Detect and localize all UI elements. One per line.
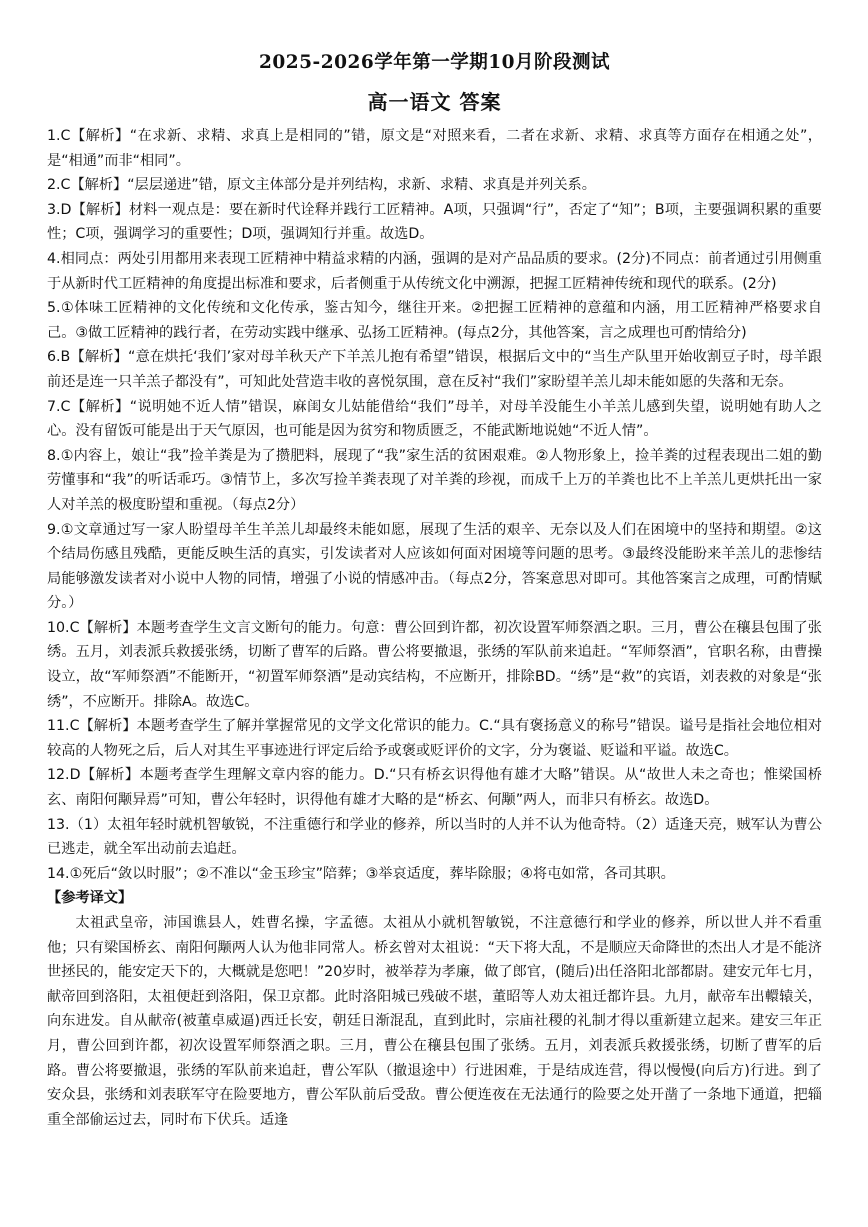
answer-13: 13.（1）太祖年轻时就机智敏锐，不注重德行和学业的修养，所以当时的人并不认为他奇特。（2）适逢天亮，贼军认为曹公已逃走，就全军出动前去追赶。 bbox=[47, 816, 822, 858]
answer-7: 7.C【解析】“说明她不近人情”错误，麻闺女儿姑能借给“我们”母羊，对母羊没能生小羊羔儿感到失望，说明她有助人之心。没有留饭可能是出于天气原因，也可能是因为贫穷和物质匮乏，不能武断地说她“不近人情”。 bbox=[47, 398, 822, 440]
translation-body: 太祖武皇帝，沛国谯县人，姓曹名操，字孟德。太祖从小就机智敏锐，不注意德行和学业的修养，所以世人并不看重他；只有梁国桥玄、南阳何颙两人认为他非同常人。桥玄曾对太祖说：“天下将大乱，不是顺应天命降世的杰出人才是不能济世拯民的，能安定天下的，大概就是您吧！”20岁时，被举荐为孝廉，做了郎官，(随后)出任洛阳北部都尉。建安元年七月，献帝回到洛阳，太祖便赶到洛阳，保卫京都。此时洛阳城已残破不堪，董昭等人劝太祖迁都许县。九月，献帝车出轘辕关，向东进发。自从献帝(被董卓威逼)西迁长安，朝廷日渐混乱，直到此时，宗庙社稷的礼制才得以重新建立起来。建安三年正月，曹公回到许都，初次设置军师祭酒之职。三月，曹公在穰县包围了张绣。五月，刘表派兵救援张绣，切断了曹军的后路。曹公将要撤退，张绣的军队前来追赶，曹公军队（撤退途中）行进困难，于是结成连营，得以慢慢(向后方)行进。到了安众县，张绣和刘表联军守在险要地方，曹公军队前后受敌。曹公便连夜在无法通行的险要之处开凿了一条地下通道，把辎重全部偷运过去，同时布下伏兵。适逢 bbox=[47, 915, 822, 1128]
answer-11: 11.C【解析】本题考查学生了解并掌握常见的文学文化常识的能力。C.“具有褒扬意义的称号”错误。谥号是指社会地位相对较高的人物死之后，后人对其生平事迹进行评定后给予或褒或贬评价的文字，分为褒谥、贬谥和平谥。故选C。 bbox=[47, 718, 822, 759]
answer-1: 1.C【解析】“在求新、求精、求真上是相同的”错，原文是“对照来看，二者在求新、求精、求真等方面存在相通之处”，是“相通”而非“相同”。 bbox=[47, 128, 822, 169]
answer-5: 5.①体味工匠精神的文化传统和文化传承，鉴古知今，继往开来。②把握工匠精神的意蕴和内涵，用工匠精神严格要求自己。③做工匠精神的践行者，在劳动实践中继承、弘扬工匠精神。(每点2分，其他答案，言之成理也可酌情给分) bbox=[47, 300, 822, 341]
answer-6: 6.B【解析】“意在烘托‘我们’家对母羊秋天产下羊羔儿抱有希望”错误，根据后文中的“当生产队里开始收割豆子时，母羊跟前还是连一只羊羔子都没有”，可知此处营造丰收的喜悦氛围，意在反衬“我们”家盼望羊羔儿却未能如愿的失落和无奈。 bbox=[47, 349, 822, 390]
page-title: 2025-2026学年第一学期10月阶段测试 bbox=[259, 52, 610, 73]
page-subtitle: 高一语文 答案 bbox=[367, 90, 502, 114]
answer-8: 8.①内容上，娘让“我”捡羊粪是为了攒肥料，展现了“我”家生活的贫困艰难。②人物形象上，捡羊粪的过程表现出二姐的勤劳懂事和“我”的听话乖巧。③情节上，多次写捡羊粪表现了对羊粪的珍视，而成千上万的羊粪也比不上羊羔儿更烘托出一家人对羊羔的极度盼望和重视。（每点2分） bbox=[47, 447, 822, 513]
answer-4: 4.相同点：两处引用都用来表现工匠精神中精益求精的内涵，强调的是对产品品质的要求。(2分)不同点：前者通过引用侧重于从新时代工匠精神的角度提出标准和要求，后者侧重于从传统文化中溯源，把握工匠精神传统和现代的联系。(2分) bbox=[47, 250, 822, 292]
answer-12: 12.D【解析】本题考查学生理解文章内容的能力。D.“只有桥玄识得他有雄才大略”错误。从“故世人未之奇也；惟梁国桥玄、南阳何颙异焉”可知，曹公年轻时，识得他有雄才大略的是“桥玄、何颙”两人，而非只有桥玄。故选D。 bbox=[47, 767, 822, 809]
answer-14: 14.①死后“敛以时服”；②不准以“金玉珍宝”陪葬；③举哀适度，葬毕除服；④将屯如常，各司其职。 bbox=[47, 865, 675, 882]
answer-2: 2.C【解析】“层层递进”错，原文主体部分是并列结构，求新、求精、求真是并列关系。 bbox=[47, 177, 596, 194]
answers-content bbox=[47, 124, 822, 1132]
answer-9: 9.①文章通过写一家人盼望母羊生羊羔儿却最终未能如愿，展现了生活的艰辛、无奈以及人们在困境中的坚持和期望。②这个结局伤感且残酷，更能反映生活的真实，引发读者对人应该如何面对困境等问题的思考。③最终没能盼来羊羔儿的悲惨结局能够激发读者对小说中人物的同情，增强了小说的情感冲击。（每点2分，答案意思对即可。其他答案言之成理，可酌情赋分。） bbox=[47, 521, 822, 612]
translation-heading: 【参考译文】 bbox=[47, 890, 133, 907]
answer-3: 3.D【解析】材料一观点是：要在新时代诠释并践行工匠精神。A项，只强调“行”，否定了“知”；B项，主要强调积累的重要性；C项，强调学习的重要性；D项，强调知行并重。故选D。 bbox=[47, 201, 822, 243]
answer-10: 10.C【解析】本题考查学生文言文断句的能力。句意：曹公回到许都，初次设置军师祭酒之职。三月，曹公在穰县包围了张绣。五月，刘表派兵救援张绣，切断了曹军的后路。曹公将要撤退，张绣的军队前来追赶。“军师祭酒”，官职名称，由曹操设立，故“军师祭酒”不能断开，“初置军师祭酒”是动宾结构，不应断开，排除BD。“绣”是“救”的宾语，刘表救的对象是“张绣”，不应断开。排除A。故选C。 bbox=[47, 619, 822, 710]
